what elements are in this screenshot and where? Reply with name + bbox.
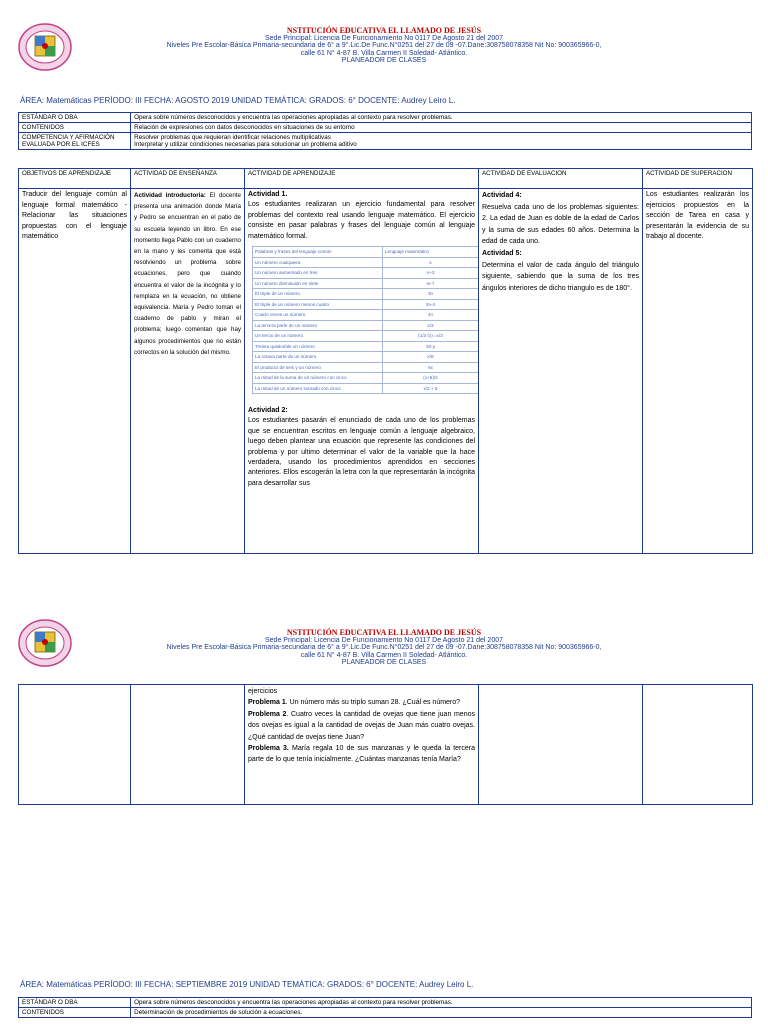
inner-row-math: n+3 <box>383 268 479 279</box>
inner-row: Cuatro veces un número <box>253 310 383 321</box>
inner-row: Un número aumentado en tres <box>253 268 383 279</box>
inner-row-math: 30-y <box>383 341 479 352</box>
inner-row: La mitad de la suma de un número con cinco <box>253 373 383 384</box>
language-table <box>252 246 479 394</box>
header-line-4: PLANEADOR DE CLASES <box>341 57 427 65</box>
contenidos-label: CONTENIDOS <box>19 123 131 133</box>
col-aprendizaje: ACTIVIDAD DE APRENDIZAJE <box>245 169 479 189</box>
act2-title: Actividad 2: <box>248 407 288 415</box>
eval-act4-text: Resuelva cada uno de los problemas siguientes: 2. La edad de Juan es doble de la edad de Carlos y la suma de sus edades 60 años. Determina la edad de cada uno. <box>482 203 639 246</box>
inner-row: La mitad de un número sumado con cinco <box>253 383 383 394</box>
inner-head-common: Palabras y frases del lenguaje común <box>253 247 383 258</box>
act1-text: Los estudiantes realizaran un ejercicio fundamental para resolver problemas del contexto real usando lenguaje matemático. El ejercicio consiste en pasar palabras y frases del lenguaje común al lenguaje matemático formal. <box>248 201 475 240</box>
inner-row-math: 3n-4 <box>383 299 479 310</box>
inner-row: Treinta quitándole un número <box>253 341 383 352</box>
contenidos-label: CONTENIDOS <box>19 1008 131 1018</box>
inner-row: El producto de seis y un número <box>253 362 383 373</box>
header-line-2: Niveles Pre Escolar-Básica Primaria-secundaria de 6° a 9°.Lic.De Func.N°0251 del 27 de 09 -07.Dane:308758078358 Nit No: 900365966-0, <box>166 42 602 50</box>
continued-text: ejercicios <box>248 688 278 695</box>
problem-2-title: Problema 2 <box>248 710 287 718</box>
header-line-2: Niveles Pre Escolar-Básica Primaria-secundaria de 6° a 9°.Lic.De Func.N°0251 del 27 de 09 -07.Dane:308758078358 Nit No: 900365966-0, <box>166 644 602 652</box>
inner-row-math: 4n <box>383 310 479 321</box>
inner-row: El triple de un número menos cuatro <box>253 299 383 310</box>
inner-row: Un tercio de un número <box>253 331 383 342</box>
header-block-2 <box>0 628 768 667</box>
inner-row-math: 6x <box>383 362 479 373</box>
objetivos-text: Traducir del lenguaje común al lenguaje formal matemático - Relacionar las situaciones propuestas con el lenguaje matemático <box>19 189 131 554</box>
inner-row-math: x <box>383 257 479 268</box>
contenidos-text: Determinación de procedimientos de solución a ecuaciones. <box>131 1008 752 1018</box>
eval-act5-title: Actividad 5: <box>482 249 522 257</box>
col-evaluacion: ACTIVIDAD DE EVALUACION <box>479 169 643 189</box>
problem-3-title: Problema 3. <box>248 745 289 753</box>
inner-head-math: Lenguaje matemático <box>383 247 479 258</box>
problem-3-text: María regala 10 de sus manzanas y le queda la tercera parte de lo que tenía inicialmente. ¿Cuántas manzanas tenía María? <box>248 745 476 764</box>
superacion-text: Los estudiantes realizarán los ejercicios propuestos en la sección de Tarea en casa y presentarán la evidencia de su trabajo al docente. <box>643 189 753 554</box>
col-objetivos: OBJETIVOS DE APRENDIZAJE <box>19 169 131 189</box>
estandar-label: ESTÁNDAR O DBA <box>19 113 131 123</box>
problem-2-text: . Cuatro veces la cantidad de ovejas que tiene juan menos dos ovejas es igual a la cantidad de ovejas de Juan más cuatro ovejas. ¿Qué cantidad de ovejas tiene Juan? <box>248 710 475 741</box>
competencia-text-2: Interpretar y utilizar condiciones necesarias para solucionar un problema aditivo <box>134 141 357 148</box>
ensenanza-text: El docente presenta una animación donde María y Pedro se encuentran en el patio de su escuela leyendo un libro. En ese momento llega Pablo con un cuaderno en la mano y les comenta que está resolviendo un problema sobre ecuaciones, pero que cuando encuentra el valor de la incógnita y lo remplaza en la ecuación, no obtiene equivalencia. María y Pedro toman el cuaderno de pablo y miran el problema; luego comentan que hay algunos procedimientos que no están correctos en la solución del mismo. <box>134 192 241 356</box>
inner-row-math: x/3 <box>383 320 479 331</box>
problem-1-text: . Un número más su triplo suman 28. ¿Cuál es número? <box>285 699 461 707</box>
header-line-3: calle 61 N° 4-87 B. Villa Carmen II Soledad- Atlántico. <box>300 651 468 659</box>
inner-row-math: 3n <box>383 289 479 300</box>
col-superacion: ACTIVIDAD DE SUPERACION <box>643 169 753 189</box>
planner-table-3 <box>18 997 752 1018</box>
estandar-text: Opera sobre números desconocidos y encuentra las operaciones apropiadas al contexto para resolver problemas. <box>131 113 752 123</box>
estandar-text: Opera sobre números desconocidos y encuentra las operaciones apropiadas al contexto para resolver problemas. <box>131 998 752 1008</box>
inner-row: Un número cualquiera <box>253 257 383 268</box>
col-ensenanza: ACTIVIDAD DE ENSEÑANZA <box>131 169 245 189</box>
inner-row: La octava parte de un número <box>253 352 383 363</box>
school-name: NSTITUCIÓN EDUCATIVA EL LLAMADO DE JESÚS <box>286 26 482 35</box>
inner-row: Un número disminuido en siete <box>253 278 383 289</box>
act1-title: Actividad 1. <box>248 191 288 198</box>
header-block-1 <box>0 26 768 65</box>
competencia-text-1: Resolver problemas que requieran identificar relaciones multiplicativas <box>134 134 331 141</box>
planner-table-continued <box>18 684 753 805</box>
planner-table-1 <box>18 112 752 150</box>
competencia-label: COMPETENCIA Y AFIRMACIÓN EVALUADA POR EL ICFES <box>19 133 131 150</box>
planner-table-2 <box>18 168 753 554</box>
area-line-2: ÁREA: Matemáticas PERÍODO: III FECHA: SEPTIEMBRE 2019 UNIDAD TEMÁTICA: GRADOS: 6° DOCENTE: Audrey Leiro L. <box>20 980 474 989</box>
header-line-3: calle 61 N° 4-87 B. Villa Carmen II Soledad- Atlántico. <box>300 49 468 57</box>
estandar-label: ESTÁNDAR O DBA <box>19 998 131 1008</box>
inner-row-math: x/2 + 5 <box>383 383 479 394</box>
inner-row-math: m-7 <box>383 278 479 289</box>
header-line-1: Sede Principal: Licencia De Funcionamiento No 0117 De Agosto 21 del 2007 <box>264 35 504 42</box>
contenidos-text: Relación de expresiones con datos desconocidos en situaciones de su entorno <box>131 123 752 133</box>
area-line-1: ÁREA: Matemáticas PERÍODO: III FECHA: AGOSTO 2019 UNIDAD TEMÁTICA: GRADOS: 6° DOCENTE: Audrey Leiro L. <box>20 96 456 105</box>
inner-row-math: x/8 <box>383 352 479 363</box>
act2-text: Los estudiantes pasarán el enunciado de cada uno de los problemas que se encuentran escritos en lenguaje común a lenguaje algebraico, luego deben plantear una ecuación que represente las condiciones del problema y por ultimo determinar el valor de la variable que la hace verdadera, usando los procedimientos aprendidos en secciones anteriores. Ellos escogerán la letra con la que representarán la incógnita para desarrollar sus <box>248 417 475 487</box>
inner-row-math: (1/3 (x) =x/3 <box>383 331 479 342</box>
header-line-1: Sede Principal: Licencia De Funcionamiento No 0117 De Agosto 21 del 2007 <box>264 637 504 644</box>
ensenanza-title: Actividad introductoria: <box>134 192 206 199</box>
inner-row-math: (x+5)/2 <box>383 373 479 384</box>
inner-row: La tercera parte de un número <box>253 320 383 331</box>
eval-act4-title: Actividad 4: <box>482 192 522 199</box>
inner-row: El triple de un número <box>253 289 383 300</box>
problem-1-title: Problema 1 <box>248 699 286 707</box>
school-name: NSTITUCIÓN EDUCATIVA EL LLAMADO DE JESÚS <box>286 628 482 637</box>
header-line-4: PLANEADOR DE CLASES <box>341 659 427 667</box>
eval-act5-text: Determina el valor de cada ángulo del triángulo siguiente, sabiendo que la suma de los tres ángulos interiores de dicho triangulo es de 180°. <box>482 261 639 292</box>
